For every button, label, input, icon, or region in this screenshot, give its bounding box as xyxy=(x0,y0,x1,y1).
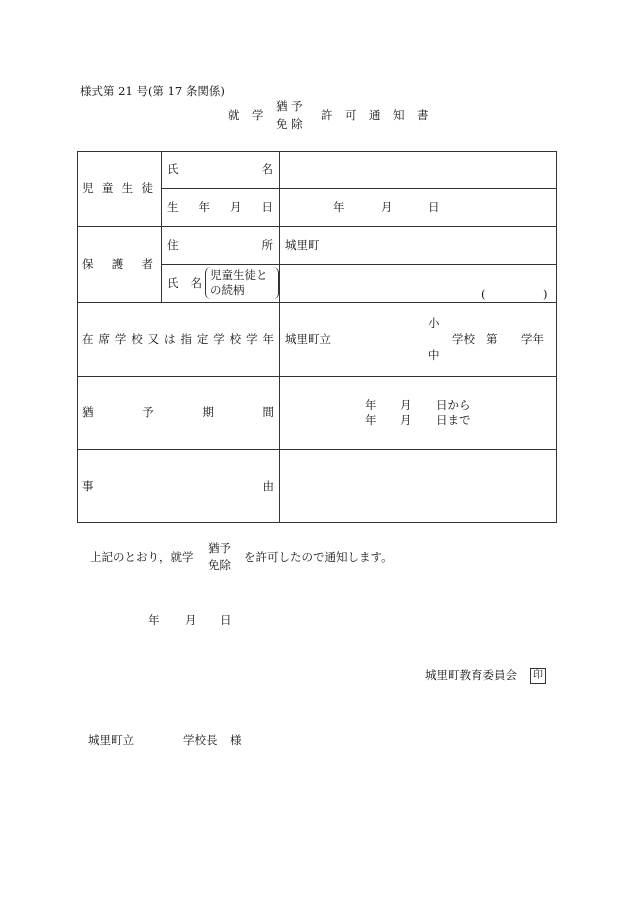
addressee-school-head: 学校長 xyxy=(183,733,218,747)
relation-label-line1: 児童生徒と xyxy=(210,268,268,282)
table-border xyxy=(77,151,557,152)
paren-open: ( xyxy=(481,287,486,301)
address-value: 城里町 xyxy=(285,238,320,252)
paren-close: ) xyxy=(543,287,548,301)
school-type-junior: 中 xyxy=(428,348,440,362)
table-border xyxy=(77,522,557,523)
title-char: 知 xyxy=(393,108,405,122)
table-divider xyxy=(77,449,557,450)
title-char: 通 xyxy=(369,108,381,122)
addressee-town: 城里町立 xyxy=(88,733,134,747)
dob-label: 生 年 月 日 xyxy=(167,200,273,214)
issue-year: 年 xyxy=(148,613,160,627)
guardian-label: 保 護 者 xyxy=(82,257,153,271)
form-reference: 様式第 21 号(第 17 条関係) xyxy=(80,84,225,98)
table-border xyxy=(556,151,557,523)
student-label: 児 童 生 徒 xyxy=(82,181,153,195)
period-from-month: 月 xyxy=(400,398,412,412)
period-label: 猶 予 期 間 xyxy=(82,405,274,419)
table-border xyxy=(77,151,78,523)
dob-day: 日 xyxy=(428,200,440,214)
title-alt-bottom: 免 除 xyxy=(276,117,303,131)
school-town: 城里町立 xyxy=(285,332,331,346)
title-char: 可 xyxy=(345,108,357,122)
school-gakunen: 学年 xyxy=(521,332,544,346)
title-char: 学 xyxy=(252,108,264,122)
period-to-day: 日まで xyxy=(436,413,471,427)
relation-label-line2: の続柄 xyxy=(210,283,245,297)
addressee-honorific: 様 xyxy=(230,733,242,747)
table-divider xyxy=(161,264,557,265)
table-divider xyxy=(77,226,557,227)
dob-year: 年 xyxy=(333,200,345,214)
seal-stamp: 印 xyxy=(530,668,546,684)
table-divider xyxy=(279,151,280,523)
body-alt-bottom: 免除 xyxy=(208,558,231,572)
school-label: 在 席 学 校 又 は 指 定 学 校 学 年 xyxy=(82,332,274,346)
body-prefix: 上記のとおり，就学 xyxy=(90,550,194,564)
table-divider xyxy=(161,188,557,189)
guardian-name-label: 氏 名 xyxy=(167,276,202,290)
table-divider xyxy=(77,376,557,377)
reason-label: 事 由 xyxy=(82,479,274,493)
school-type-elementary: 小 xyxy=(428,316,440,330)
title-alt-top: 猶 予 xyxy=(276,99,303,113)
issuer-name: 城里町教育委員会 xyxy=(425,668,517,682)
dob-month: 月 xyxy=(381,200,393,214)
table-divider xyxy=(77,302,557,303)
period-to-month: 月 xyxy=(400,413,412,427)
name-label: 氏 名 xyxy=(167,162,273,176)
period-to-year: 年 xyxy=(365,413,377,427)
address-label: 住 所 xyxy=(167,238,273,252)
body-alt-top: 猶予 xyxy=(208,541,231,555)
title-char: 許 xyxy=(321,108,333,122)
school-gakko: 学校 xyxy=(452,332,475,346)
body-suffix: を許可したので通知します。 xyxy=(244,550,393,564)
school-dai: 第 xyxy=(486,332,498,346)
issue-day: 日 xyxy=(220,613,232,627)
title-char: 就 xyxy=(228,108,240,122)
period-from-day: 日から xyxy=(436,398,471,412)
issue-month: 月 xyxy=(185,613,197,627)
period-from-year: 年 xyxy=(365,398,377,412)
title-char: 書 xyxy=(417,108,429,122)
